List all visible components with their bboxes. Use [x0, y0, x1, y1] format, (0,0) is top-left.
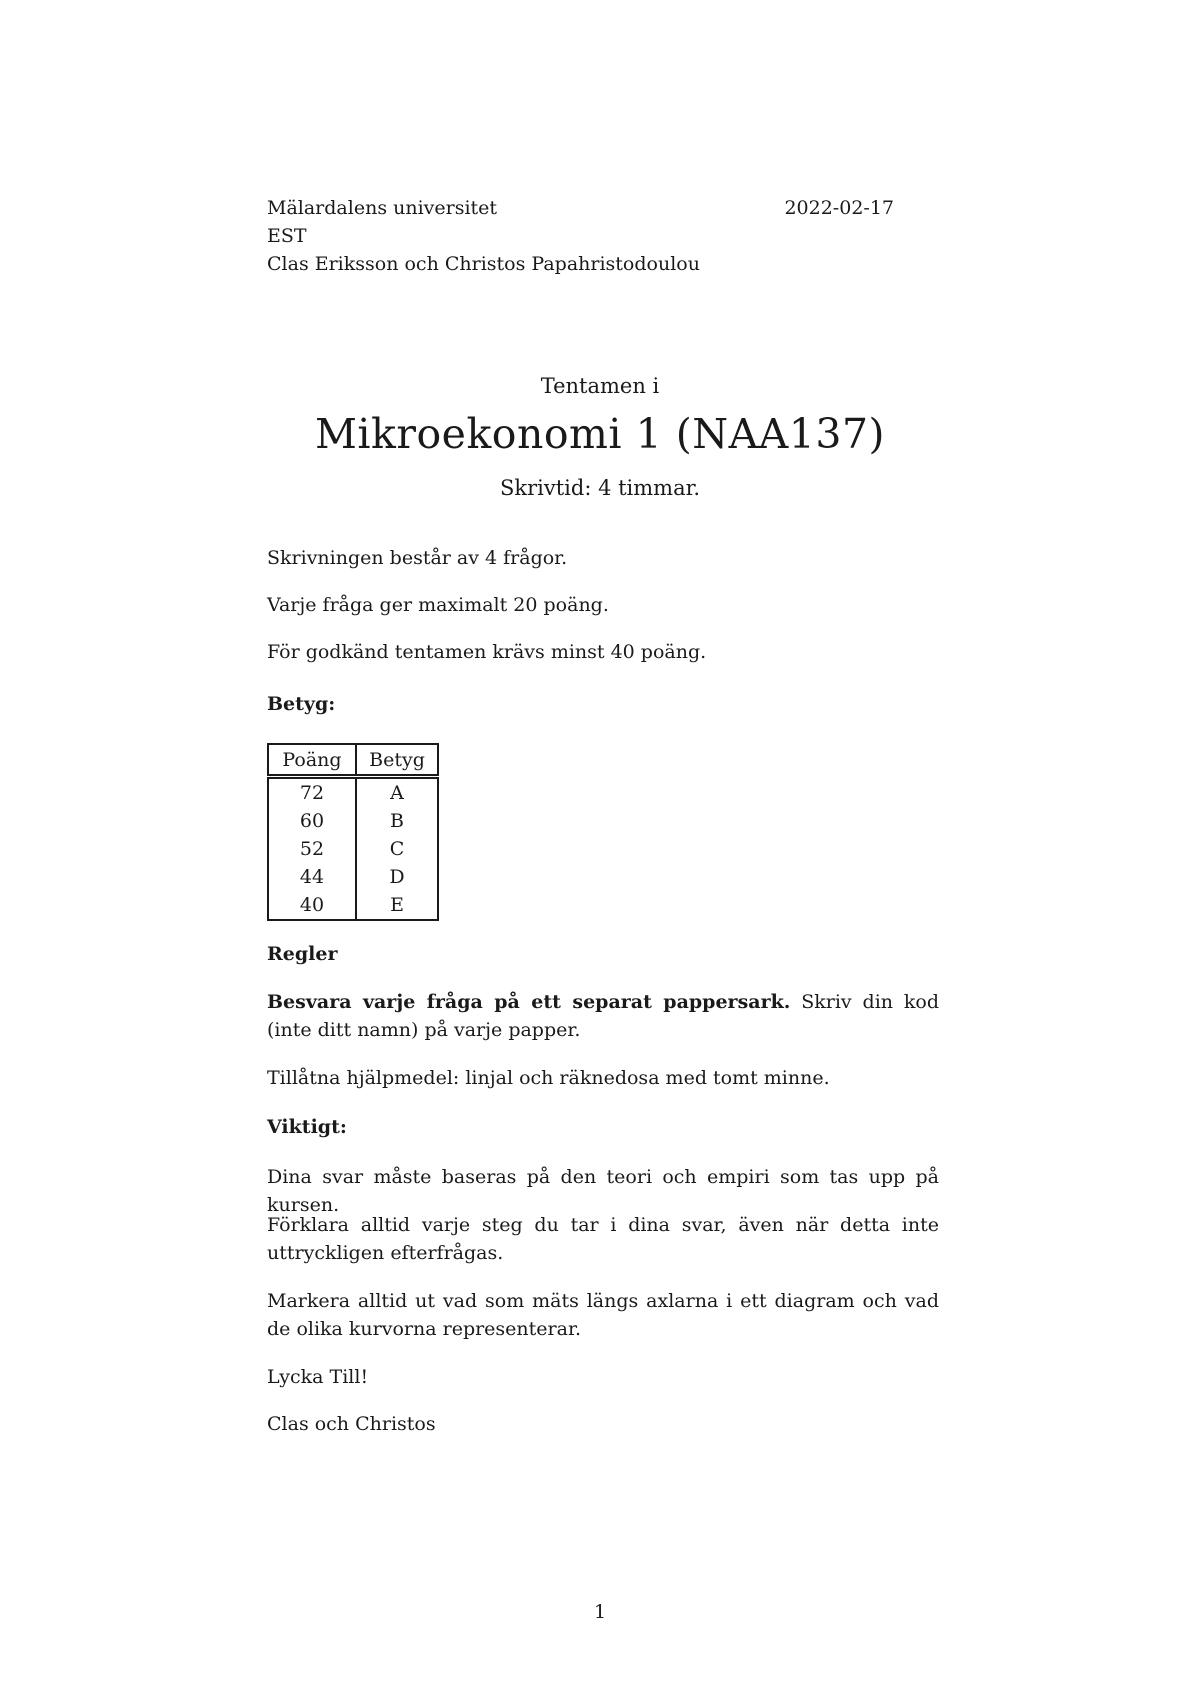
table-row: [268, 807, 438, 835]
document-header: [267, 194, 894, 278]
grade-cell: D: [356, 863, 438, 891]
grade-cell: C: [356, 835, 438, 863]
university-name: Mälardalens universitet: [267, 197, 498, 219]
exam-duration: Skrivtid: 4 timmar.: [499, 476, 701, 500]
grade-cell: A: [356, 777, 438, 808]
page-title: Mikroekonomi 1 (NAA137): [314, 410, 886, 458]
rules-heading: Regler: [267, 943, 338, 965]
title-prefix: Tentamen i: [540, 374, 660, 398]
important-theory: Dina svar måste baseras på den teori och empiri som tas upp på kursen.: [267, 1166, 939, 1216]
rules-aids: Tillåtna hjälpmedel: linjal och räknedosa med tomt minne.: [267, 1067, 830, 1089]
table-row: [268, 777, 438, 808]
important-axes: Markera alltid ut vad som mäts längs axlarna i ett diagram och vad de olika kurvorna representerar.: [267, 1290, 939, 1340]
grades-heading: Betyg:: [267, 693, 336, 715]
grades-header-row: [268, 744, 438, 777]
table-row: [268, 835, 438, 863]
intro-pass: För godkänd tentamen krävs minst 40 poäng.: [267, 641, 707, 663]
points-cell: 40: [268, 891, 356, 920]
intro-questions: Skrivningen består av 4 frågor.: [267, 547, 568, 569]
grade-cell: B: [356, 807, 438, 835]
table-row: [268, 891, 438, 920]
grades-table: [267, 743, 439, 921]
intro-points: Varje fråga ger maximalt 20 poäng.: [267, 594, 609, 616]
rules-instruction: [267, 988, 939, 1044]
authors: Clas Eriksson och Christos Papahristodoulou: [267, 253, 700, 275]
grade-cell: E: [356, 891, 438, 920]
rules-bold-lead: Besvara varje fråga på ett separat pappersark.: [267, 991, 791, 1013]
points-cell: 60: [268, 807, 356, 835]
points-cell: 72: [268, 777, 356, 808]
column-header-grade: Betyg: [356, 744, 438, 777]
points-cell: 44: [268, 863, 356, 891]
important-heading: Viktigt:: [267, 1116, 347, 1138]
closing-signature: Clas och Christos: [267, 1413, 436, 1435]
table-row: [268, 863, 438, 891]
department: EST: [267, 225, 307, 247]
closing-wish: Lycka Till!: [267, 1366, 369, 1388]
rules-rest: Skriv din kod (inte ditt namn) på varje papper.: [267, 991, 939, 1041]
exam-date: 2022-02-17: [784, 197, 894, 219]
important-explain: Förklara alltid varje steg du tar i dina svar, även när detta inte uttryckligen efterfrågas.: [267, 1214, 939, 1264]
points-cell: 52: [268, 835, 356, 863]
column-header-points: Poäng: [268, 744, 356, 777]
page-number: 1: [593, 1601, 607, 1623]
